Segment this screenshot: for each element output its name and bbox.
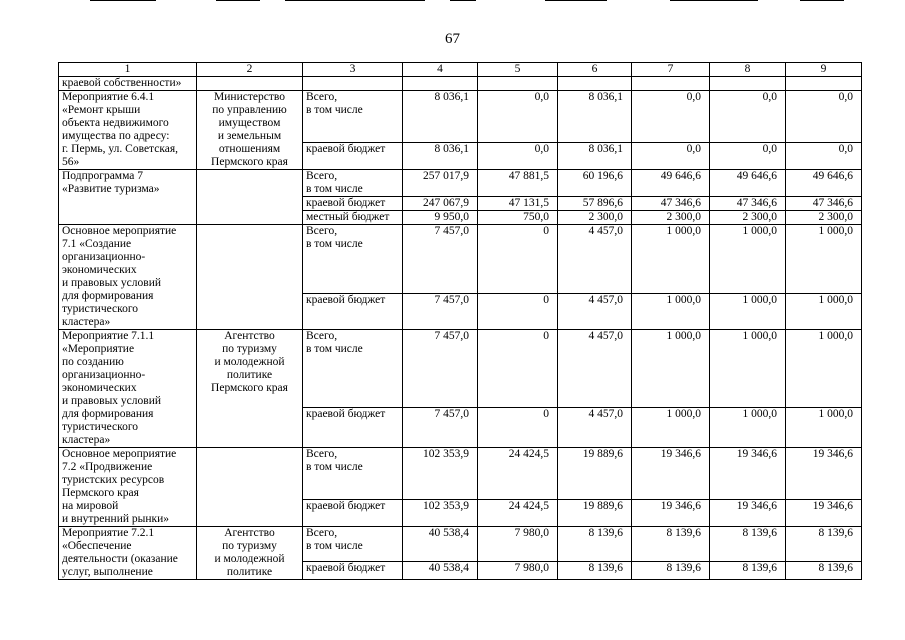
empty-cell	[403, 77, 478, 91]
cell-line: Мероприятие 7.2.1	[62, 527, 155, 539]
amount-cell: 8 139,6	[558, 561, 632, 579]
budget-table	[58, 62, 862, 580]
cell-line: Всего,	[306, 170, 338, 182]
amount-cell: 1 000,0	[710, 225, 786, 294]
header-row	[59, 63, 862, 77]
cell-line: 7.2 «Продвижение	[62, 461, 153, 473]
amount-cell: 1 000,0	[710, 407, 786, 447]
cell-line: отношениям	[218, 143, 281, 155]
amount-cell: 2 300,0	[632, 211, 710, 225]
amount-cell: 0,0	[478, 143, 558, 170]
cell-line: по созданию	[62, 356, 124, 368]
cell-line: Основное мероприятие	[62, 448, 177, 460]
amount-cell: 0	[478, 330, 558, 408]
cell-line: краевой бюджет	[306, 143, 386, 156]
table-row	[59, 448, 862, 500]
cell-line: местный бюджет	[306, 211, 390, 223]
amount-cell: 1 000,0	[632, 225, 710, 294]
empty-cell	[558, 77, 632, 91]
amount-cell: 19 346,6	[786, 448, 862, 500]
amount-cell: 47 346,6	[710, 197, 786, 211]
cell-line: объекта недвижимого	[62, 117, 169, 129]
continuation-row	[59, 77, 862, 91]
amount-cell: 47 346,6	[786, 197, 862, 211]
column-header: 5	[478, 63, 558, 77]
cell-line: Всего,	[306, 330, 338, 342]
amount-cell: 49 646,6	[786, 170, 862, 197]
amount-cell: 8 139,6	[632, 561, 710, 579]
table-row	[59, 330, 862, 408]
cell-line: для формирования	[62, 290, 154, 302]
cell-line: по туризму	[222, 343, 277, 355]
agency-cell	[197, 330, 303, 448]
amount-cell: 8 036,1	[403, 91, 478, 143]
cell-line: организационно-	[62, 251, 146, 263]
cell-line: и земельным	[217, 130, 282, 142]
table-row	[59, 91, 862, 143]
top-rule-3	[285, 0, 425, 1]
amount-cell: 1 000,0	[786, 294, 862, 330]
amount-cell: 8 036,1	[558, 143, 632, 170]
cell-line: краевой бюджет	[306, 500, 386, 513]
cell-line: «Ремонт крыши	[62, 104, 141, 116]
amount-cell: 60 196,6	[558, 170, 632, 197]
amount-cell: 49 646,6	[632, 170, 710, 197]
cell-line: в том числе	[306, 238, 363, 250]
table-row	[59, 170, 862, 197]
amount-cell: 7 457,0	[403, 294, 478, 330]
amount-cell: 0	[478, 294, 558, 330]
top-rule-5	[545, 0, 607, 1]
column-header: 9	[786, 63, 862, 77]
cell-line: и правовых условий	[62, 395, 162, 407]
amount-cell: 7 457,0	[403, 407, 478, 447]
amount-cell: 102 353,9	[403, 500, 478, 527]
amount-cell: 1 000,0	[632, 407, 710, 447]
agency-cell	[197, 527, 303, 580]
funding-source-cell	[303, 500, 403, 527]
cell-line: Мероприятие 6.4.1	[62, 91, 155, 103]
funding-source-cell	[303, 91, 403, 143]
amount-cell: 24 424,5	[478, 500, 558, 527]
amount-cell: 4 457,0	[558, 330, 632, 408]
amount-cell: 4 457,0	[558, 407, 632, 447]
empty-cell	[632, 77, 710, 91]
cell-line: для формирования	[62, 408, 154, 420]
amount-cell: 1 000,0	[710, 294, 786, 330]
amount-cell: 7 980,0	[478, 527, 558, 562]
funding-source-cell	[303, 294, 403, 330]
program-name-cell	[59, 170, 197, 225]
column-header: 4	[403, 63, 478, 77]
program-name-cell	[59, 448, 197, 527]
amount-cell: 19 346,6	[710, 500, 786, 527]
amount-cell: 2 300,0	[710, 211, 786, 225]
cell-line: имущества по адресу:	[62, 130, 170, 142]
amount-cell: 19 346,6	[710, 448, 786, 500]
cell-line: в том числе	[306, 104, 363, 116]
cell-line: в том числе	[306, 183, 363, 195]
amount-cell: 47 346,6	[632, 197, 710, 211]
cell-line: Всего,	[306, 448, 338, 460]
amount-cell: 2 300,0	[558, 211, 632, 225]
cell-line: краевой бюджет	[306, 407, 386, 420]
cell-line: на мировой	[62, 500, 119, 512]
cell-line: Пермского края	[62, 487, 139, 499]
empty-cell	[197, 77, 303, 91]
amount-cell: 1 000,0	[786, 330, 862, 408]
amount-cell: 57 896,6	[558, 197, 632, 211]
cell-line: экономических	[62, 264, 137, 276]
cell-line: и молодежной	[214, 553, 285, 565]
agency-cell	[197, 225, 303, 330]
amount-cell: 7 980,0	[478, 561, 558, 579]
amount-cell: 750,0	[478, 211, 558, 225]
cell-line: краевой бюджет	[306, 197, 386, 209]
amount-cell: 0,0	[478, 91, 558, 143]
program-name-cell	[59, 527, 197, 580]
cell-line: политике	[226, 369, 273, 381]
cell-line: в том числе	[306, 343, 363, 355]
top-rule-6	[670, 0, 758, 1]
amount-cell: 0,0	[632, 91, 710, 143]
top-rule-7	[800, 0, 844, 1]
cell-line: Всего,	[306, 91, 338, 103]
amount-cell: 1 000,0	[786, 225, 862, 294]
amount-cell: 24 424,5	[478, 448, 558, 500]
amount-cell: 49 646,6	[710, 170, 786, 197]
amount-cell: 8 139,6	[786, 527, 862, 562]
amount-cell: 19 346,6	[786, 500, 862, 527]
cell-line: туристического	[62, 303, 139, 315]
continuation-text: краевой собственности»	[59, 77, 197, 91]
amount-cell: 47 881,5	[478, 170, 558, 197]
top-rule-1	[90, 0, 156, 1]
cell-line: «Мероприятие	[62, 343, 135, 355]
amount-cell: 2 300,0	[786, 211, 862, 225]
amount-cell: 47 131,5	[478, 197, 558, 211]
amount-cell: 0,0	[786, 91, 862, 143]
amount-cell: 8 139,6	[558, 527, 632, 562]
amount-cell: 1 000,0	[786, 407, 862, 447]
amount-cell: 19 889,6	[558, 448, 632, 500]
cell-line: Пермского края	[211, 382, 288, 394]
empty-cell	[303, 77, 403, 91]
top-rule-4	[450, 0, 476, 1]
cell-line: организационно-	[62, 369, 146, 381]
cell-line: Агентство	[224, 527, 275, 539]
program-name-cell	[59, 91, 197, 170]
amount-cell: 0,0	[632, 143, 710, 170]
table-row	[59, 225, 862, 294]
funding-source-cell	[303, 143, 403, 170]
cell-line: Агентство	[224, 330, 275, 342]
column-header: 7	[632, 63, 710, 77]
cell-line: краевой бюджет	[306, 294, 386, 307]
cell-line: Министерство	[214, 91, 285, 103]
cell-line: Мероприятие 7.1.1	[62, 330, 155, 342]
amount-cell: 8 139,6	[786, 561, 862, 579]
cell-line: «Обеспечение	[62, 540, 132, 552]
cell-line: 56»	[62, 156, 80, 168]
cell-line: и правовых условий	[62, 277, 162, 289]
amount-cell: 0,0	[710, 91, 786, 143]
amount-cell: 0	[478, 407, 558, 447]
page-number: 67	[445, 31, 460, 47]
agency-cell	[197, 170, 303, 225]
cell-line: Основное мероприятие	[62, 225, 177, 237]
funding-source-cell	[303, 407, 403, 447]
cell-line: и внутренний рынки»	[62, 513, 169, 525]
empty-cell	[710, 77, 786, 91]
column-header: 8	[710, 63, 786, 77]
amount-cell: 0	[478, 225, 558, 294]
amount-cell: 4 457,0	[558, 225, 632, 294]
cell-line: в том числе	[306, 461, 363, 473]
cell-line: Всего,	[306, 225, 338, 237]
empty-cell	[478, 77, 558, 91]
cell-line: «Развитие туризма»	[62, 183, 160, 195]
amount-cell: 19 346,6	[632, 500, 710, 527]
cell-line: Всего,	[306, 527, 338, 539]
funding-source-cell	[303, 527, 403, 562]
funding-source-cell	[303, 561, 403, 579]
amount-cell: 1 000,0	[710, 330, 786, 408]
program-name-cell	[59, 225, 197, 330]
amount-cell: 0,0	[786, 143, 862, 170]
amount-cell: 8 139,6	[632, 527, 710, 562]
cell-line: кластера»	[62, 434, 111, 446]
amount-cell: 40 538,4	[403, 527, 478, 562]
amount-cell: 8 036,1	[403, 143, 478, 170]
cell-line: г. Пермь, ул. Советская,	[62, 143, 178, 155]
column-header: 6	[558, 63, 632, 77]
cell-line: экономических	[62, 382, 137, 394]
cell-line: и молодежной	[214, 356, 285, 368]
amount-cell: 1 000,0	[632, 330, 710, 408]
funding-source-cell	[303, 330, 403, 408]
funding-source-cell	[303, 170, 403, 197]
cell-line: политике	[226, 566, 273, 578]
cell-line: в том числе	[306, 540, 363, 552]
agency-cell	[197, 448, 303, 527]
amount-cell: 40 538,4	[403, 561, 478, 579]
amount-cell: 102 353,9	[403, 448, 478, 500]
cell-line: имуществом	[218, 117, 281, 129]
column-header: 3	[303, 63, 403, 77]
agency-cell	[197, 91, 303, 170]
funding-source-cell	[303, 197, 403, 211]
amount-cell: 8 139,6	[710, 527, 786, 562]
funding-source-cell	[303, 448, 403, 500]
cell-line: кластера»	[62, 316, 111, 328]
amount-cell: 1 000,0	[632, 294, 710, 330]
amount-cell: 8 139,6	[710, 561, 786, 579]
table-body	[59, 63, 862, 580]
top-rule-2	[216, 0, 260, 1]
funding-source-cell	[303, 211, 403, 225]
cell-line: Пермского края	[211, 156, 288, 168]
empty-cell	[786, 77, 862, 91]
cell-line: услуг, выполнение	[62, 566, 153, 578]
column-header: 2	[197, 63, 303, 77]
cell-line: по туризму	[222, 540, 277, 552]
cell-line: краевой бюджет	[306, 561, 386, 574]
cell-line: Подпрограмма 7	[62, 170, 144, 182]
cell-line: 7.1 «Создание	[62, 238, 132, 250]
cell-line: туристического	[62, 421, 139, 433]
amount-cell: 0,0	[710, 143, 786, 170]
cell-line: деятельности (оказание	[62, 553, 178, 565]
amount-cell: 7 457,0	[403, 225, 478, 294]
amount-cell: 4 457,0	[558, 294, 632, 330]
cell-line: туристских ресурсов	[62, 474, 165, 486]
column-header: 1	[59, 63, 197, 77]
program-name-cell	[59, 330, 197, 448]
amount-cell: 8 036,1	[558, 91, 632, 143]
table-row	[59, 527, 862, 562]
amount-cell: 7 457,0	[403, 330, 478, 408]
funding-source-cell	[303, 225, 403, 294]
amount-cell: 257 017,9	[403, 170, 478, 197]
amount-cell: 9 950,0	[403, 211, 478, 225]
cell-line: по управлению	[212, 104, 287, 116]
amount-cell: 19 889,6	[558, 500, 632, 527]
amount-cell: 19 346,6	[632, 448, 710, 500]
amount-cell: 247 067,9	[403, 197, 478, 211]
